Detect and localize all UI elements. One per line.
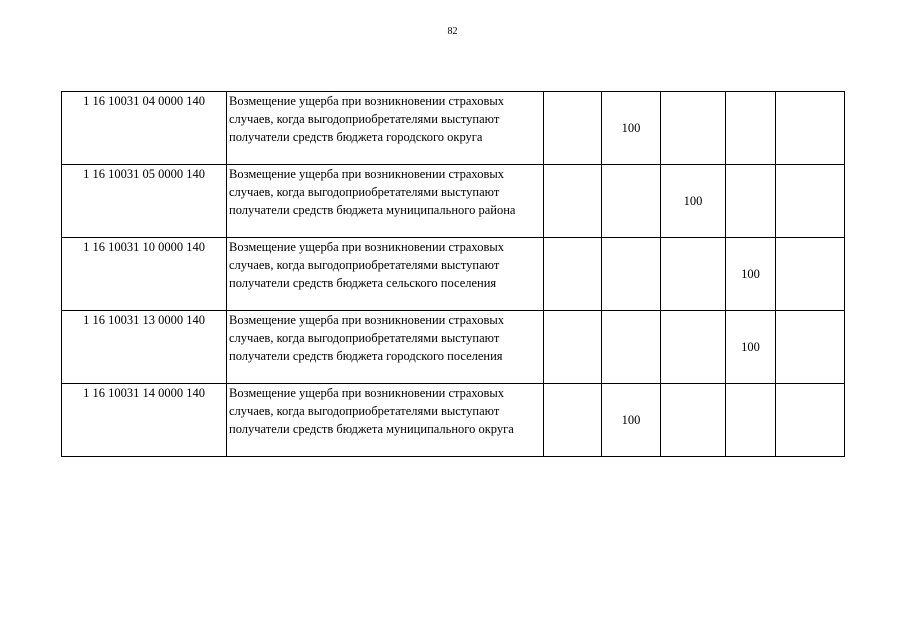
value-cell [661,384,726,457]
revenue-description: Возмещение ущерба при возникновении страховых случаев, когда выгодоприобретателями выступают получатели средств бюджета городского округа [227,92,544,165]
value-cell [776,311,845,384]
value-cell [544,165,602,238]
revenue-description: Возмещение ущерба при возникновении страховых случаев, когда выгодоприобретателями выступают получатели средств бюджета муниципального округа [227,384,544,457]
value-cell [544,384,602,457]
table-row [62,238,845,311]
value-cell: 100 [726,238,776,311]
value-cell [726,165,776,238]
budget-code: 1 16 10031 05 0000 140 [62,165,227,238]
table-row [62,92,845,165]
value-cell: 100 [661,165,726,238]
value-cell [661,92,726,165]
value-cell [602,311,661,384]
budget-code: 1 16 10031 10 0000 140 [62,238,227,311]
table-row [62,384,845,457]
value-cell [544,238,602,311]
value-cell [544,311,602,384]
value-cell: 100 [602,384,661,457]
table-row [62,311,845,384]
table-row [62,165,845,238]
value-cell [661,311,726,384]
value-cell: 100 [602,92,661,165]
value-cell [661,238,726,311]
value-cell: 100 [726,311,776,384]
value-cell [776,384,845,457]
value-cell [776,165,845,238]
value-cell [726,384,776,457]
budget-code: 1 16 10031 04 0000 140 [62,92,227,165]
value-cell [776,238,845,311]
budget-code: 1 16 10031 14 0000 140 [62,384,227,457]
value-cell [544,92,602,165]
budget-code: 1 16 10031 13 0000 140 [62,311,227,384]
revenue-description: Возмещение ущерба при возникновении страховых случаев, когда выгодоприобретателями выступают получатели средств бюджета сельского поселения [227,238,544,311]
revenue-description: Возмещение ущерба при возникновении страховых случаев, когда выгодоприобретателями выступают получатели средств бюджета городского поселения [227,311,544,384]
value-cell [602,238,661,311]
value-cell [602,165,661,238]
page-number: 82 [447,26,458,37]
budget-table [61,91,845,457]
value-cell [726,92,776,165]
value-cell [776,92,845,165]
revenue-description: Возмещение ущерба при возникновении страховых случаев, когда выгодоприобретателями выступают получатели средств бюджета муниципального района [227,165,544,238]
